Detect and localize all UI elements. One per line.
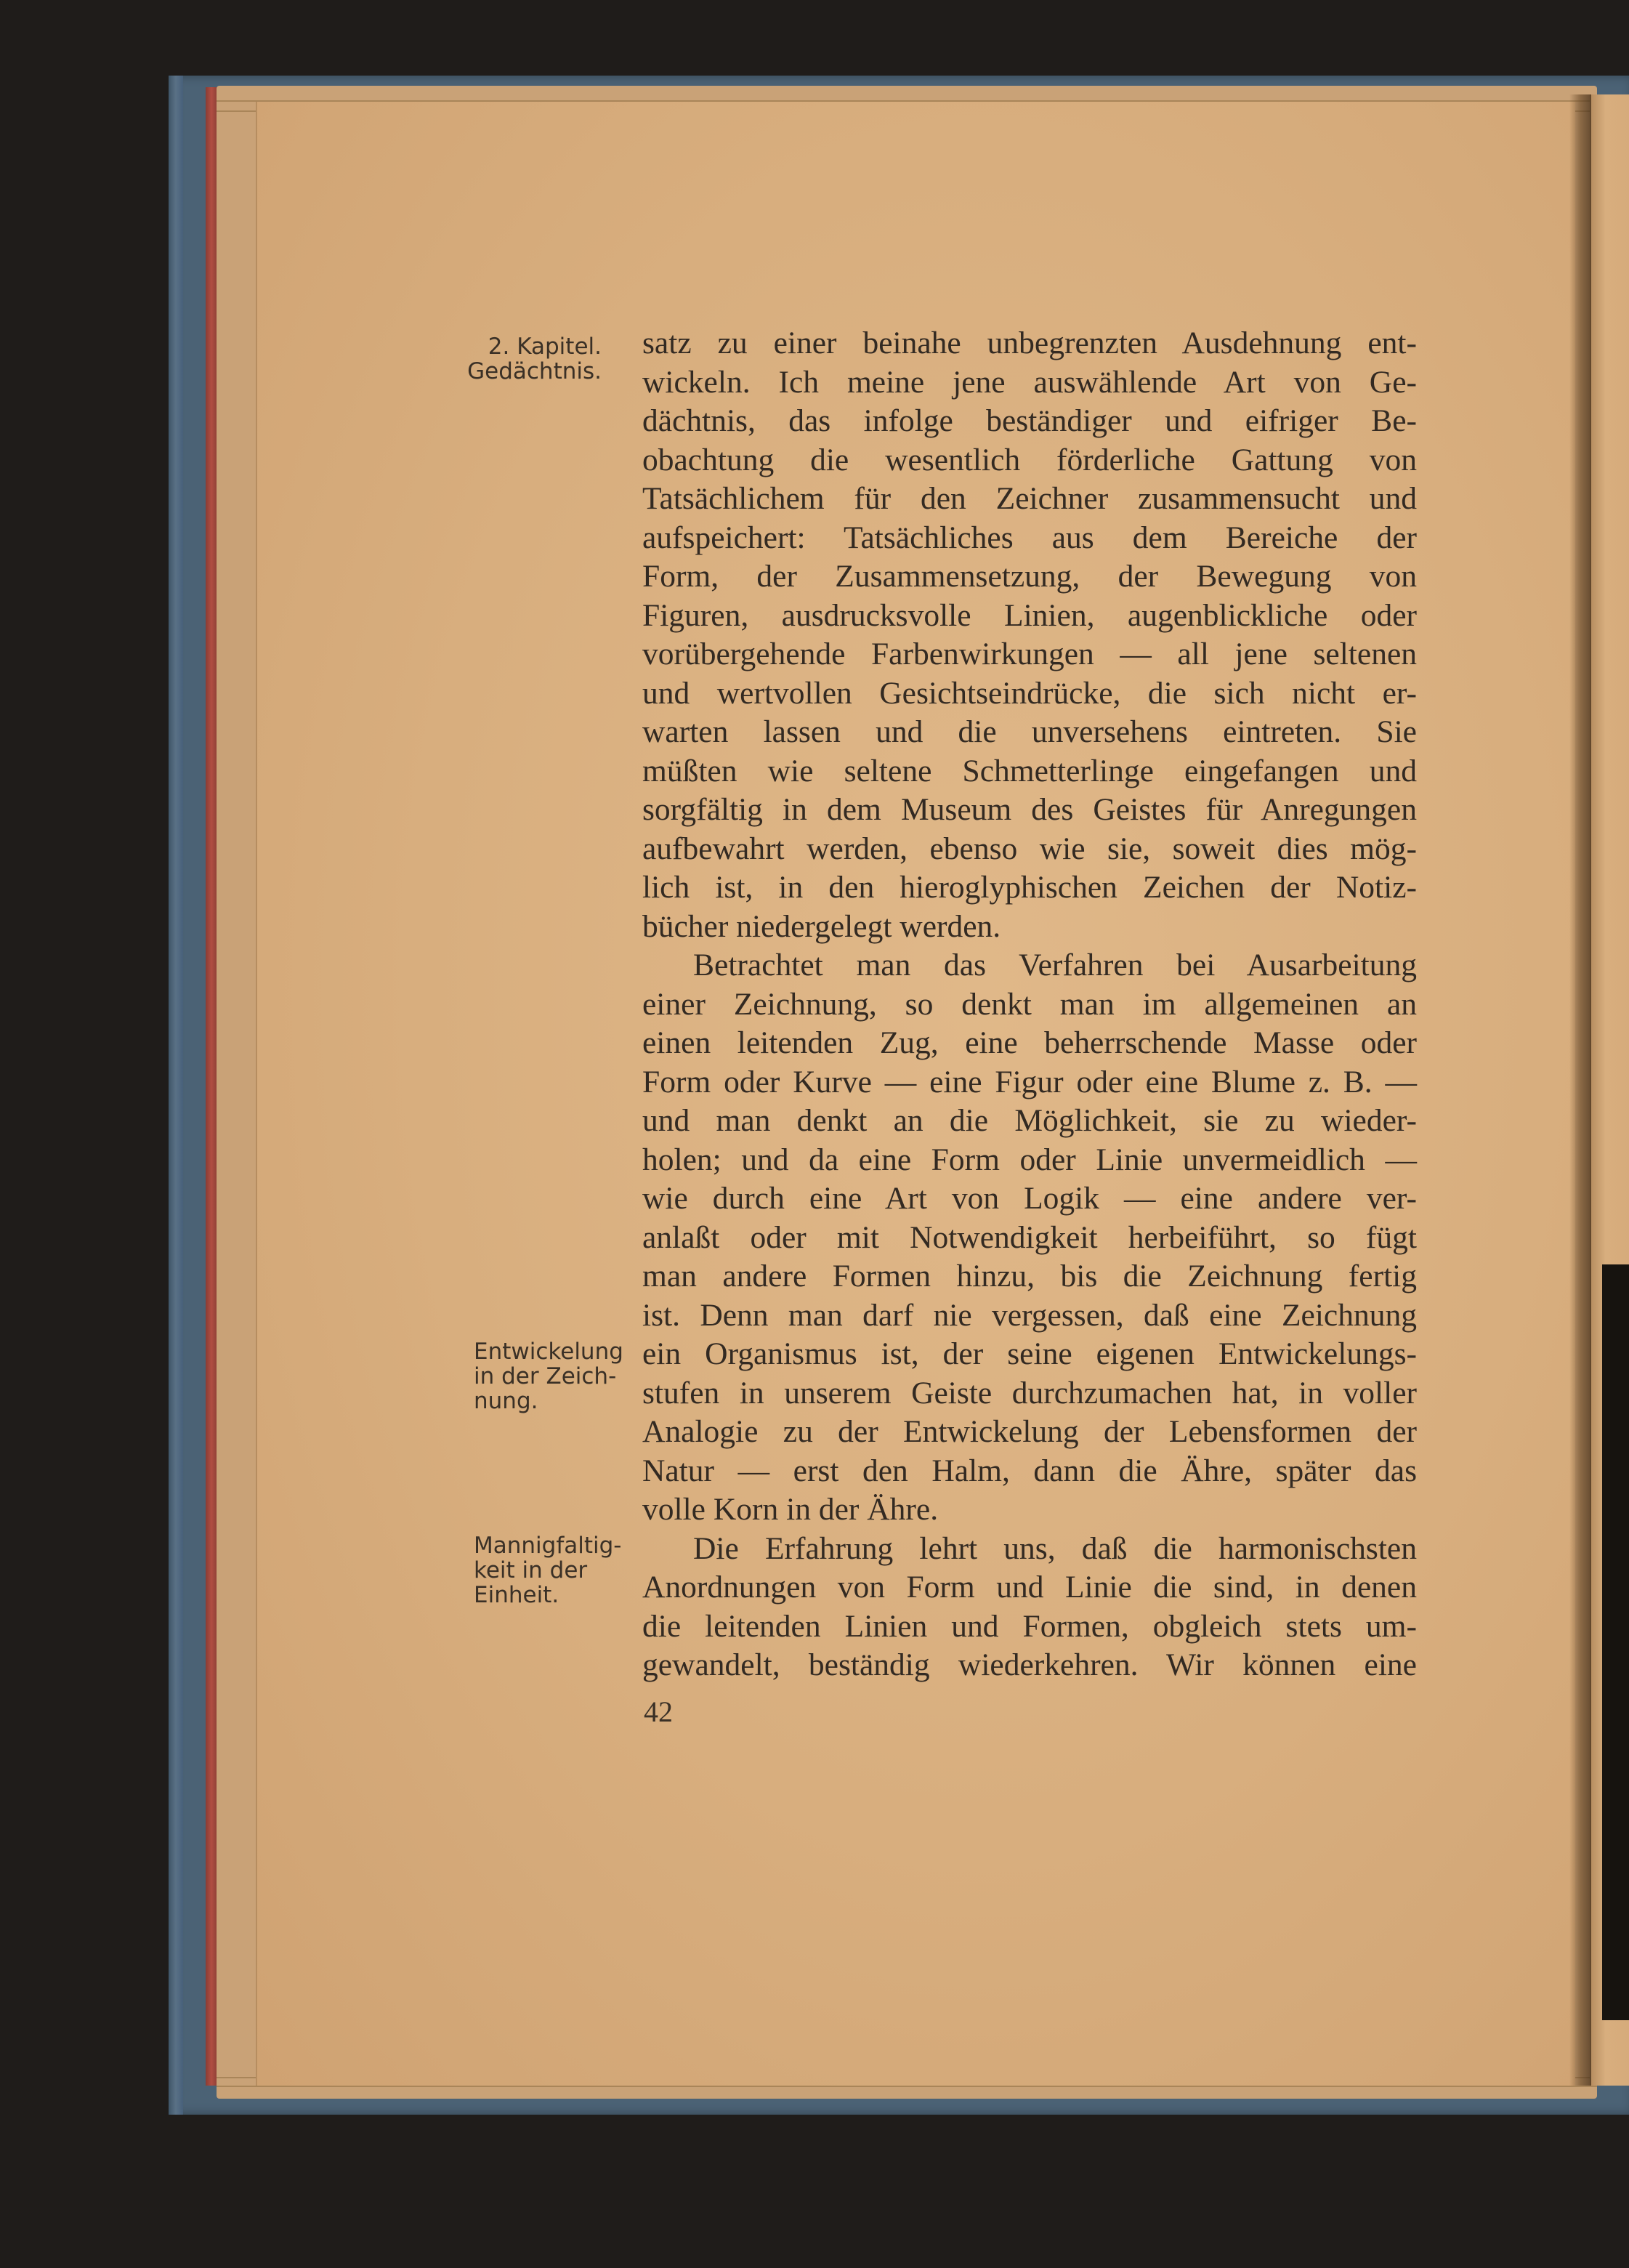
marginal-note-chapter [427,334,602,384]
marginal-note-line: nung. [474,1388,538,1414]
text-line: die leitenden Linien und Formen, obgleich stets um- [642,1608,1417,1644]
text-line: Anordnungen von Form und Linie die sind, in denen [642,1570,1417,1605]
text-line: ein Organismus ist, der seine eigenen Entwickelungs- [642,1336,1417,1371]
text-line: man andere Formen hinzu, bis die Zeichnung fertig [642,1259,1417,1294]
text-line: Natur — erst den Halm, dann die Ähre, später das [642,1453,1417,1488]
page-number: 42 [644,1695,673,1728]
text-line: Figuren, ausdrucksvolle Linien, augenblickliche oder [642,597,1417,633]
text-line: satz zu einer beinahe unbegrenzten Ausdehnung ent- [642,326,1417,360]
cover-edge [169,76,183,2115]
text-line: aufspeichert: Tatsächliches aus dem Bereiche der [642,520,1417,555]
text-line: volle Korn in der Ähre. [642,1492,939,1527]
text-line: Betrachtet man das Verfahren bei Ausarbeitung [693,948,1417,982]
red-page-edge [206,87,217,2086]
text-line: Analogie zu der Entwickelung der Lebensformen der [642,1414,1417,1449]
gutter-shadow [1569,94,1591,2086]
marginal-note-line: Einheit. [474,1582,559,1608]
background-gap [1602,1264,1629,2020]
body-text [642,324,1417,1685]
text-line: dächtnis, das infolge beständiger und eifriger Be- [642,403,1417,438]
text-line: und man denkt an die Möglichkeit, sie zu wieder- [642,1103,1417,1138]
marginal-note-line: in der Zeich- [474,1363,617,1389]
text-line: Tatsächlichem für den Zeichner zusammensucht und [642,481,1417,516]
text-line: müßten wie seltene Schmetterlinge eingefangen und [642,753,1417,788]
text-line: aufbewahrt werden, ebenso wie sie, soweit dies mög- [642,831,1417,866]
text-line: anlaßt oder mit Notwendigkeit herbeiführt, so fügt [642,1219,1417,1255]
marginal-note-line: 2. Kapitel. [488,334,602,360]
text-line: einen leitenden Zug, eine beherrschende Masse oder [642,1025,1417,1060]
text-line: vorübergehende Farbenwirkungen — all jene seltenen [642,637,1417,671]
text-line: ist. Denn man darf nie vergessen, daß eine Zeichnung [642,1297,1417,1333]
text-line: und wertvollen Gesichtseindrücke, die sich nicht er- [642,675,1417,711]
text-line: einer Zeichnung, so denkt man im allgemeinen an [642,986,1417,1022]
marginal-note-line: Mannigfaltig- [474,1533,622,1559]
marginal-note-line: keit in der [474,1557,588,1583]
text-line: wickeln. Ich meine jene auswählende Art von Ge- [642,364,1417,400]
text-line: Form oder Kurve — eine Figur oder eine Blume z. B. — [642,1064,1417,1099]
text-line: gewandelt, beständig wiederkehren. Wir können eine [642,1647,1417,1682]
marginal-note-line: Gedächtnis. [467,358,602,384]
text-line: bücher niedergelegt werden. [642,908,1001,944]
text-line: sorgfältig in dem Museum des Geistes für Anregungen [642,792,1417,827]
text-line: warten lassen und die unversehens eintreten. Sie [642,714,1417,749]
text-line: holen; und da eine Form oder Linie unvermeidlich — [642,1142,1417,1177]
text-line: lich ist, in den hieroglyphischen Zeichen der Notiz- [642,870,1417,905]
text-line: Form, der Zusammensetzung, der Bewegung von [642,559,1417,594]
text-line: wie durch eine Art von Logik — eine andere ver- [642,1181,1417,1216]
text-line: Die Erfahrung lehrt uns, daß die harmonischsten [693,1530,1417,1566]
text-line: stufen in unserem Geiste durchzumachen hat, in voller [642,1375,1417,1411]
marginal-note-line: Entwickelung [474,1339,623,1365]
marginal-note-development [474,1339,634,1413]
text-line: obachtung die wesentlich förderliche Gattung von [642,442,1417,477]
marginal-note-variety [474,1533,634,1607]
